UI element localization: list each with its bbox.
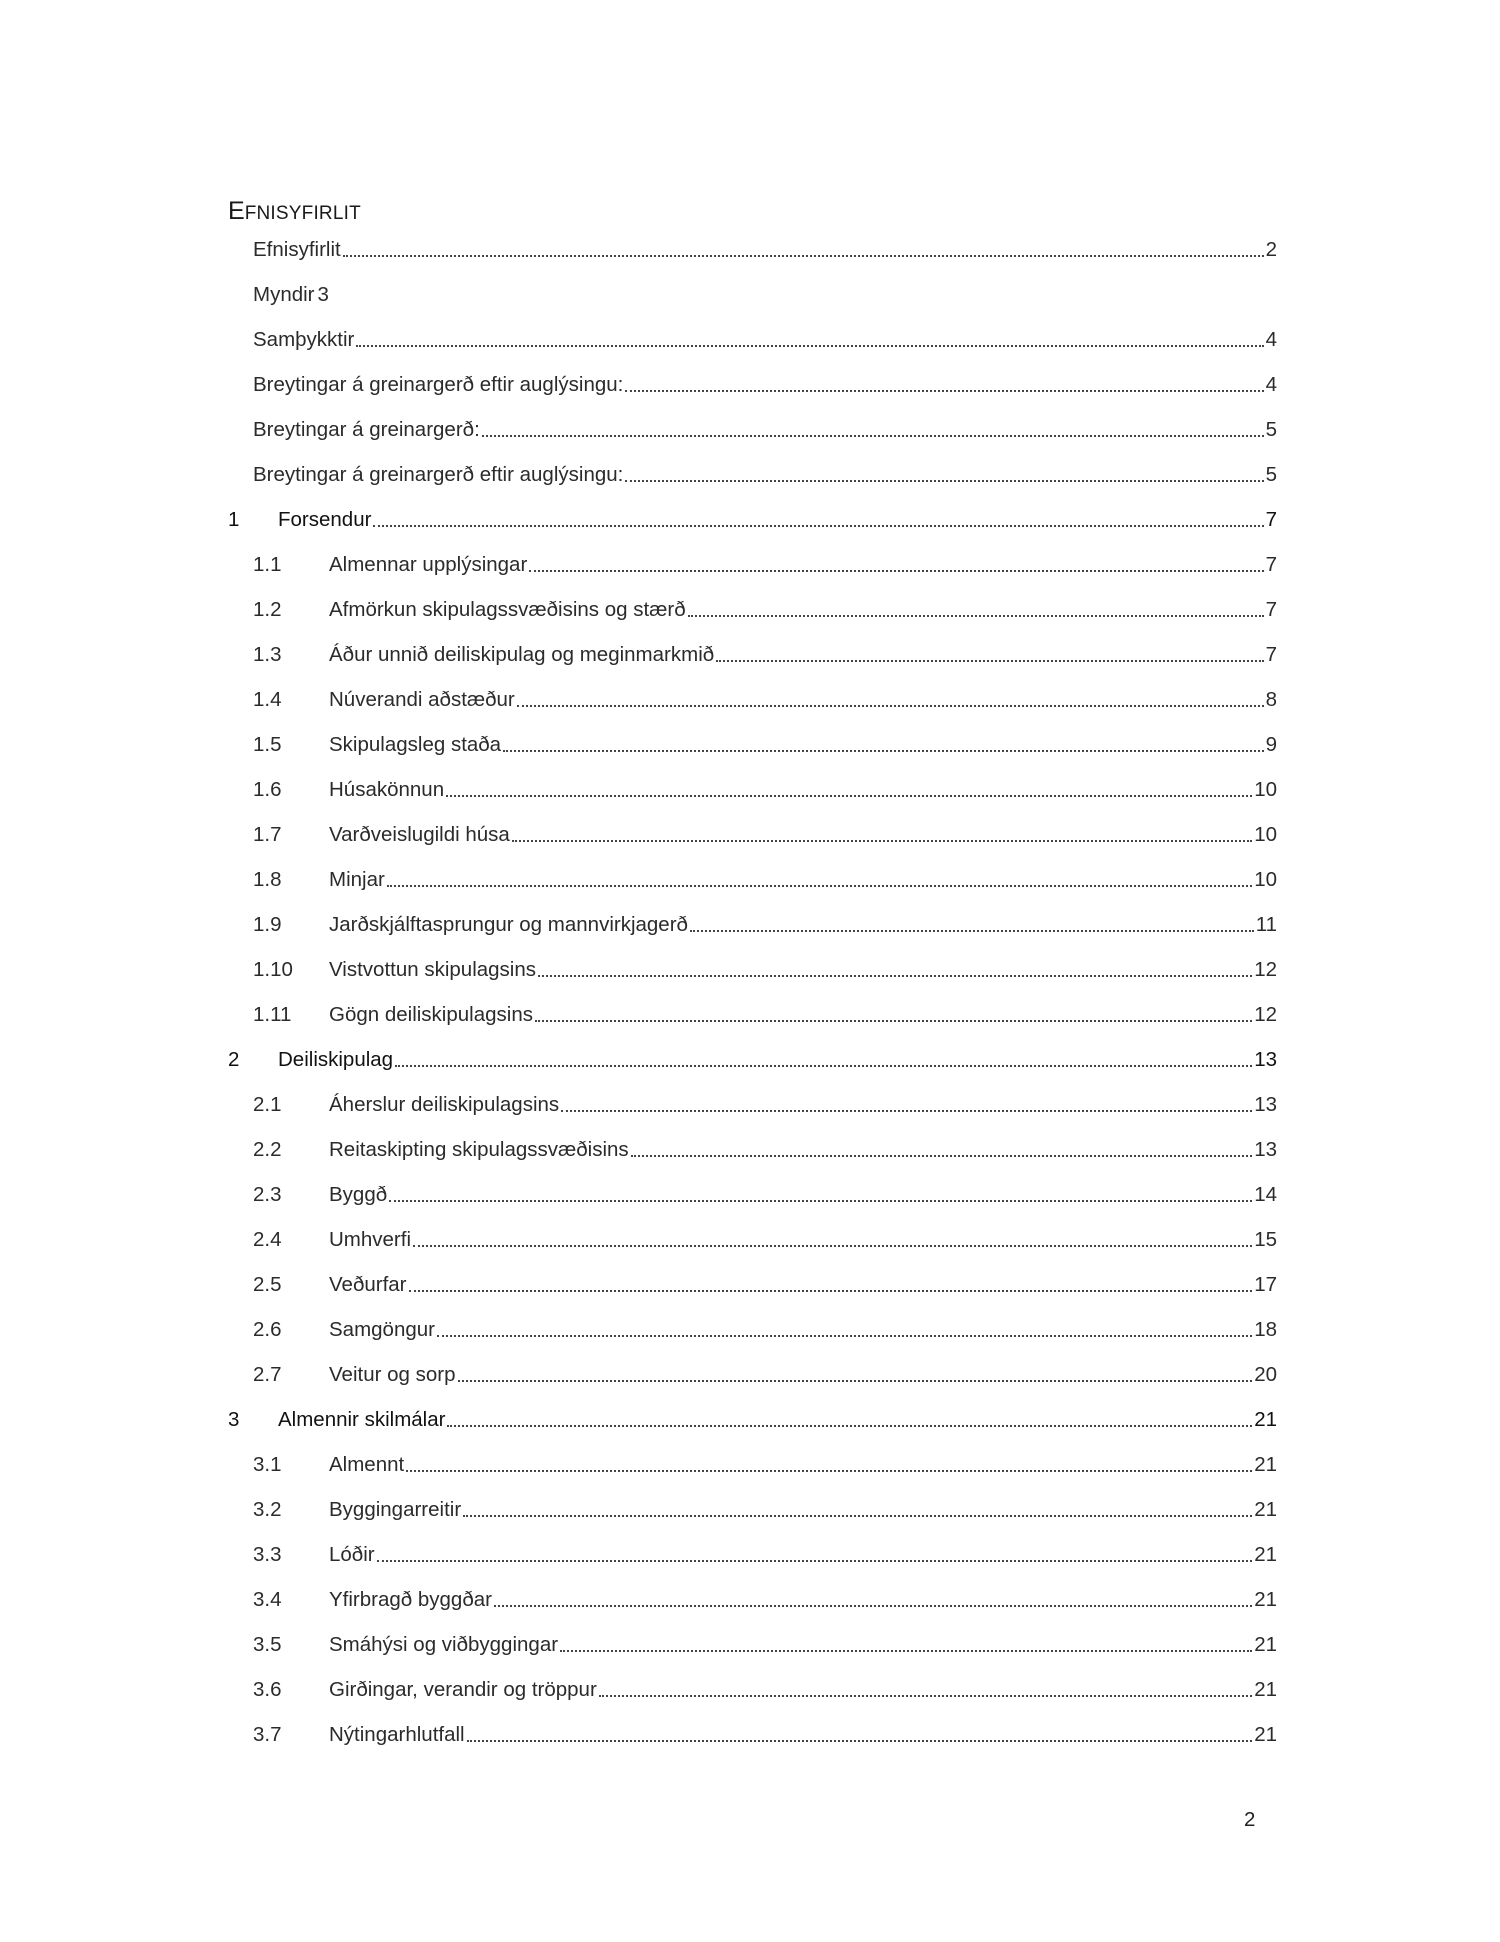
toc-entry-title: Myndir: [253, 282, 315, 306]
toc-entry-title: Afmörkun skipulagssvæðisins og stærð: [329, 597, 686, 621]
toc-entry-line: [228, 508, 1277, 532]
toc-entry[interactable]: [0, 1262, 1500, 1307]
toc-entry-line: [253, 373, 1277, 397]
toc-entry-page: 21: [1254, 1722, 1277, 1746]
toc-entry-line: [253, 913, 1277, 937]
toc-entry-title: Forsendur: [278, 507, 372, 531]
toc-entry-title: Veitur og sorp: [329, 1362, 456, 1386]
toc-entry[interactable]: [0, 1442, 1500, 1487]
toc-entry-page: 7: [1265, 552, 1277, 576]
toc-entry-line: [253, 1183, 1277, 1207]
toc-entry-line: [253, 1633, 1277, 1657]
toc-entry-number: 2.4: [253, 1227, 282, 1251]
toc-entry-title: Byggð: [329, 1182, 388, 1206]
toc-entry-line: [253, 328, 1277, 352]
toc-entry-line: [253, 868, 1277, 892]
toc-entry[interactable]: [0, 1307, 1500, 1352]
toc-entry-number: 1.2: [253, 597, 282, 621]
toc-entry-page: 9: [1265, 732, 1277, 756]
toc-entry-line: [253, 283, 329, 307]
toc-entry-line: [253, 643, 1277, 667]
toc-entry-number: 1.11: [253, 1002, 292, 1026]
toc-entry-line: [253, 418, 1277, 442]
toc-entry[interactable]: [0, 857, 1500, 902]
toc-entry-title: Samþykktir: [253, 327, 355, 351]
toc-heading-rest: FNISYFIRLIT: [244, 203, 361, 224]
toc-entry[interactable]: [0, 722, 1500, 767]
toc-entry-title: Varðveislugildi húsa: [329, 822, 510, 846]
toc-entry-page: 17: [1254, 1272, 1277, 1296]
toc-entry-number: 3.5: [253, 1632, 282, 1656]
toc-entry-title: Almennir skilmálar: [278, 1407, 446, 1431]
toc-entry-line: [253, 1228, 1277, 1252]
toc-dot-leader: [356, 345, 1263, 347]
toc-dot-leader: [446, 795, 1252, 797]
toc-entry[interactable]: [0, 1352, 1500, 1397]
toc-entry-line: [253, 688, 1277, 712]
toc-dot-leader: [467, 1740, 1253, 1742]
toc-entry-number: 3: [228, 1407, 240, 1431]
toc-entry[interactable]: [0, 227, 1500, 272]
toc-dot-leader: [625, 480, 1263, 482]
toc-heading-initial: E: [228, 197, 245, 225]
toc-entry[interactable]: [0, 1577, 1500, 1622]
toc-entry-title: Deiliskipulag: [278, 1047, 394, 1071]
toc-entry-title: Lóðir: [329, 1542, 375, 1566]
toc-dot-leader: [395, 1065, 1252, 1067]
toc-entry-page: 21: [1254, 1497, 1277, 1521]
toc-entry[interactable]: [0, 1217, 1500, 1262]
toc-entry-number: 1.6: [253, 777, 282, 801]
toc-entry-page: 21: [1254, 1587, 1277, 1611]
toc-entry-number: 1.10: [253, 957, 293, 981]
toc-dot-leader: [409, 1290, 1253, 1292]
toc-entry-title: Skipulagsleg staða: [329, 732, 502, 756]
toc-entry[interactable]: [0, 407, 1500, 452]
toc-entry-page: 12: [1254, 1002, 1277, 1026]
toc-entry-page: 13: [1254, 1047, 1277, 1071]
toc-entry-number: 3.3: [253, 1542, 282, 1566]
toc-entry-page: 4: [1265, 327, 1277, 351]
toc-entry-page: 7: [1265, 597, 1277, 621]
toc-entry-line: [253, 1588, 1277, 1612]
toc-entry-page: 21: [1254, 1452, 1277, 1476]
toc-entry-title: Umhverfi: [329, 1227, 412, 1251]
toc-entry-title: Áður unnið deiliskipulag og meginmarkmið: [329, 642, 715, 666]
toc-entry-line: [253, 553, 1277, 577]
toc-dot-leader: [482, 435, 1264, 437]
toc-entry-title: Byggingarreitir: [329, 1497, 462, 1521]
toc-entry-title: Húsakönnun: [329, 777, 445, 801]
toc-entry-number: 1.7: [253, 822, 282, 846]
toc-dot-leader: [690, 930, 1254, 932]
toc-entry-page: 7: [1265, 642, 1277, 666]
toc-entry-title: Almennar upplýsingar: [329, 552, 528, 576]
toc-entry-title: Jarðskjálftasprungur og mannvirkjagerð: [329, 912, 688, 936]
toc-entry[interactable]: [0, 587, 1500, 632]
toc-entry-line: [253, 1003, 1277, 1027]
toc-dot-leader: [463, 1515, 1252, 1517]
toc-entry-page: 10: [1254, 867, 1277, 891]
toc-entry-title: Veðurfar: [329, 1272, 407, 1296]
toc-dot-leader: [494, 1605, 1252, 1607]
toc-entry-page: 11: [1255, 912, 1277, 936]
toc-entry-page: 12: [1254, 957, 1277, 981]
toc-entry-page: 21: [1254, 1407, 1277, 1431]
toc-entry[interactable]: [0, 902, 1500, 947]
toc-entry[interactable]: [0, 497, 1500, 542]
toc-entry[interactable]: [0, 677, 1500, 722]
toc-entry-line: [228, 1048, 1277, 1072]
toc-entry-number: 2.3: [253, 1182, 282, 1206]
toc-entry[interactable]: [0, 1532, 1500, 1577]
toc-entry-number: 1.3: [253, 642, 282, 666]
toc-entry-page: 4: [1265, 372, 1277, 396]
toc-entry-page: 5: [1265, 462, 1277, 486]
toc-entry-title: Girðingar, verandir og tröppur: [329, 1677, 597, 1701]
toc-entry-number: 2.5: [253, 1272, 282, 1296]
toc-dot-leader: [688, 615, 1264, 617]
toc-entry-line: [253, 958, 1277, 982]
toc-dot-leader: [561, 1110, 1252, 1112]
toc-dot-leader: [560, 1650, 1252, 1652]
toc-entry-number: 2.6: [253, 1317, 282, 1341]
toc-entry-number: 2.2: [253, 1137, 282, 1161]
toc-entry-line: [253, 463, 1277, 487]
toc-heading: [228, 190, 361, 227]
toc-entry-number: 1.1: [253, 552, 282, 576]
toc-entry-number: 1.5: [253, 732, 282, 756]
toc-entry-title: Breytingar á greinargerð eftir auglýsingu:: [253, 372, 624, 396]
toc-entry-page: 2: [1265, 237, 1277, 261]
toc-entry[interactable]: [0, 1622, 1500, 1667]
toc-dot-leader: [538, 975, 1252, 977]
toc-entry-title: Yfirbragð byggðar: [329, 1587, 492, 1611]
toc-entry[interactable]: [0, 947, 1500, 992]
toc-entry-line: [253, 238, 1277, 262]
toc-entry-line: [253, 1273, 1277, 1297]
toc-entry-page: 3: [317, 282, 329, 306]
toc-dot-leader: [343, 255, 1264, 257]
toc-entry-title: Áherslur deiliskipulagsins: [329, 1092, 560, 1116]
toc-entry-line: [253, 823, 1277, 847]
toc-entry-page: 10: [1254, 822, 1277, 846]
toc-entry-number: 3.7: [253, 1722, 282, 1746]
toc-entry[interactable]: [0, 1127, 1500, 1172]
toc-entry[interactable]: [0, 1037, 1500, 1082]
toc-entry[interactable]: [0, 362, 1500, 407]
toc-entry-title: Vistvottun skipulagsins: [329, 957, 537, 981]
toc-entry-line: [253, 778, 1277, 802]
toc-entry-title: Almennt: [329, 1452, 405, 1476]
toc-dot-leader: [529, 570, 1263, 572]
toc-entry[interactable]: [0, 542, 1500, 587]
toc-entry[interactable]: [0, 1082, 1500, 1127]
toc-entry-line: [253, 1363, 1277, 1387]
toc-entry-title: Efnisyfirlit: [253, 237, 341, 261]
toc-entry-page: 10: [1254, 777, 1277, 801]
toc-dot-leader: [716, 660, 1263, 662]
toc-entry-line: [253, 1093, 1277, 1117]
toc-entry-title: Nýtingarhlutfall: [329, 1722, 465, 1746]
toc-dot-leader: [625, 390, 1263, 392]
toc-entry-number: 3.6: [253, 1677, 282, 1701]
toc-dot-leader: [517, 705, 1264, 707]
toc-entry-number: 3.4: [253, 1587, 282, 1611]
toc-entry-number: 3.2: [253, 1497, 282, 1521]
toc-entry-page: 18: [1254, 1317, 1277, 1341]
toc-entry-page: 21: [1254, 1677, 1277, 1701]
toc-entry-line: [253, 1498, 1277, 1522]
toc-entry-number: 1.4: [253, 687, 282, 711]
toc-entry-number: 1.8: [253, 867, 282, 891]
toc-entry-number: 1.9: [253, 912, 282, 936]
toc-entry-title: Reitaskipting skipulagssvæðisins: [329, 1137, 629, 1161]
toc-entry-title: Breytingar á greinargerð eftir auglýsingu:: [253, 462, 624, 486]
toc-entry-number: 3.1: [253, 1452, 282, 1476]
toc-entry[interactable]: [0, 632, 1500, 677]
toc-entry-number: 1: [228, 507, 240, 531]
toc-entry-page: 5: [1265, 417, 1277, 441]
toc-entry-page: 15: [1254, 1227, 1277, 1251]
toc-entry[interactable]: [0, 812, 1500, 857]
toc-entry[interactable]: [0, 1712, 1500, 1757]
toc-entry-title: Smáhýsi og viðbyggingar: [329, 1632, 559, 1656]
toc-entry[interactable]: [0, 1397, 1500, 1442]
toc-dot-leader: [512, 840, 1252, 842]
toc-list: [0, 227, 1500, 1757]
toc-dot-leader: [413, 1245, 1252, 1247]
toc-entry[interactable]: [0, 452, 1500, 497]
toc-entry-title: Núverandi aðstæður: [329, 687, 515, 711]
toc-entry-page: 20: [1254, 1362, 1277, 1386]
toc-entry-line: [253, 1723, 1277, 1747]
toc-entry-line: [253, 1318, 1277, 1342]
toc-entry[interactable]: [0, 272, 1500, 317]
toc-entry-number: 2.7: [253, 1362, 282, 1386]
toc-entry-line: [253, 598, 1277, 622]
toc-dot-leader: [631, 1155, 1253, 1157]
toc-dot-leader: [387, 885, 1252, 887]
toc-entry-page: 14: [1254, 1182, 1277, 1206]
toc-entry[interactable]: [0, 767, 1500, 812]
toc-dot-leader: [377, 1560, 1253, 1562]
page-number: 2: [1244, 1808, 1256, 1831]
toc-dot-leader: [458, 1380, 1253, 1382]
toc-entry-line: [253, 1453, 1277, 1477]
toc-entry[interactable]: [0, 1487, 1500, 1532]
toc-entry-page: 21: [1254, 1632, 1277, 1656]
toc-dot-leader: [535, 1020, 1252, 1022]
toc-entry[interactable]: [0, 1172, 1500, 1217]
toc-entry[interactable]: [0, 317, 1500, 362]
toc-entry-title: Samgöngur: [329, 1317, 435, 1341]
toc-dot-leader: [447, 1425, 1252, 1427]
toc-entry-number: 2: [228, 1047, 240, 1071]
toc-dot-leader: [599, 1695, 1252, 1697]
toc-dot-leader: [437, 1335, 1252, 1337]
toc-dot-leader: [389, 1200, 1252, 1202]
toc-entry-title: Gögn deiliskipulagsins: [329, 1002, 533, 1026]
toc-entry-number: 2.1: [253, 1092, 282, 1116]
toc-entry-page: 8: [1265, 687, 1277, 711]
toc-dot-leader: [406, 1470, 1252, 1472]
toc-dot-leader: [503, 750, 1264, 752]
toc-entry-line: [253, 1678, 1277, 1702]
toc-entry-line: [228, 1408, 1277, 1432]
toc-entry-line: [253, 733, 1277, 757]
toc-entry-title: Breytingar á greinargerð:: [253, 417, 480, 441]
toc-entry-line: [253, 1543, 1277, 1567]
toc-entry[interactable]: [0, 992, 1500, 1037]
toc-entry-line: [253, 1138, 1277, 1162]
toc-entry-title: Minjar: [329, 867, 385, 891]
toc-dot-leader: [373, 525, 1263, 527]
toc-entry-page: 7: [1265, 507, 1277, 531]
toc-entry-page: 21: [1254, 1542, 1277, 1566]
toc-entry-page: 13: [1254, 1092, 1277, 1116]
toc-entry[interactable]: [0, 1667, 1500, 1712]
toc-entry-page: 13: [1254, 1137, 1277, 1161]
